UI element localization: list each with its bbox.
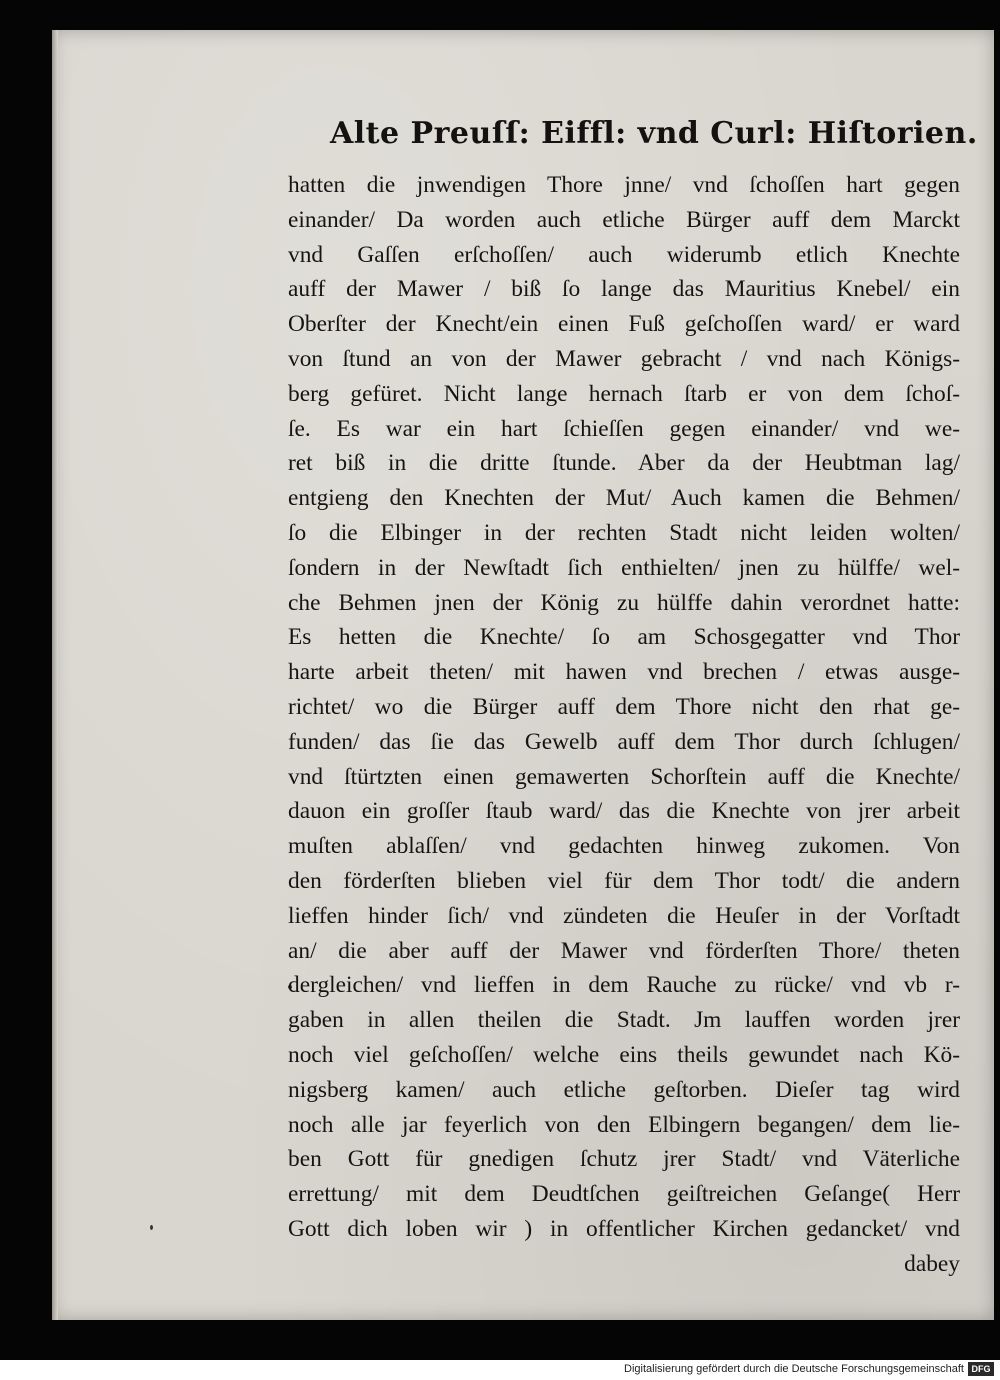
running-head: Alte Preuſſ: Eiffl: vnd Curl: Hiſtorien. xyxy=(330,116,978,151)
text-line: dergleichen/ vnd lieffen in dem Rauche zu rücke/ vnd vb r- xyxy=(288,972,960,999)
text-line: errettung/ mit dem Deudtſchen geiſtreichen Geſange( Herr xyxy=(288,1181,960,1208)
footer-bar xyxy=(0,1360,1000,1380)
text-line: auff der Mawer / biß ſo lange das Mauritius Knebel/ ein xyxy=(288,276,960,303)
text-line: hatten die jnwendigen Thore jnne/ vnd ſchoſſen hart gegen xyxy=(288,172,960,198)
catchword: dabey xyxy=(904,1250,960,1277)
page-gutter-shadow xyxy=(52,30,58,1320)
text-line: von ſtund an von der Mawer gebracht / vnd nach Königs- xyxy=(288,345,960,372)
text-line: muſten ablaſſen/ vnd gedachten hinweg zukomen. Von xyxy=(288,833,960,860)
funding-credit: Digitalisierung gefördert durch die Deutsche Forschungsgemeinschaft xyxy=(624,1363,964,1375)
text-line: berg gefüret. Nicht lange hernach ſtarb er von dem ſchoſ- xyxy=(288,380,960,407)
text-line: noch viel geſchoſſen/ welche eins theils gewundet nach Kö- xyxy=(288,1041,960,1068)
text-line: ſe. Es war ein hart ſchieſſen gegen einander/ vnd we- xyxy=(288,415,960,442)
text-line: lieffen hinder ſich/ vnd zündeten die Heuſer in der Vorſtadt xyxy=(288,902,960,929)
text-line: einander/ Da worden auch etliche Bürger auff dem Marckt xyxy=(288,206,960,233)
text-line: vnd ſtürtzten einen gemawerten Schorſtein auff die Knechte/ xyxy=(288,763,960,790)
text-line: den förderſten blieben viel für dem Thor todt/ die andern xyxy=(288,867,960,894)
text-line: dauon ein groſſer ſtaub ward/ das die Knechte von jrer arbeit xyxy=(288,798,960,825)
text-line: ret biß in die dritte ſtunde. Aber da der Heubtman lag/ xyxy=(288,450,960,477)
text-line: ben Gott für gnedigen ſchutz jrer Stadt/ vnd Väterliche xyxy=(288,1146,960,1173)
paper-speck xyxy=(150,1225,153,1230)
text-line: vnd Gaſſen erſchoſſen/ auch widerumb etlich Knechte xyxy=(288,241,960,268)
text-line: entgieng den Knechten der Mut/ Auch kamen die Behmen/ xyxy=(288,485,960,512)
text-line: che Behmen jnen der König zu hülffe dahin verordnet hatte: xyxy=(288,589,960,616)
text-line: ſo die Elbinger in der rechten Stadt nicht leiden wolten/ xyxy=(288,519,960,546)
body-text xyxy=(288,168,960,1282)
text-line: richtet/ wo die Bürger auff dem Thore nicht den rhat ge- xyxy=(288,693,960,720)
text-line: gaben in allen theilen die Stadt. Jm lauffen worden jrer xyxy=(288,1007,960,1034)
text-line: an/ die aber auff der Mawer vnd förderſten Thore/ theten xyxy=(288,937,960,964)
text-line: noch alle jar feyerlich von den Elbingern begangen/ dem lie- xyxy=(288,1111,960,1138)
text-line: Gott dich loben wir ) in offentlicher Kirchen gedancket/ vnd xyxy=(288,1215,960,1242)
dfg-logo: DFG xyxy=(968,1362,994,1376)
text-line: Oberſter der Knecht/ein einen Fuß geſchoſſen ward/ er ward xyxy=(288,311,960,338)
text-line: funden/ das ſie das Gewelb auff dem Thor durch ſchlugen/ xyxy=(288,728,960,755)
text-line: nigsberg kamen/ auch etliche geſtorben. Dieſer tag wird xyxy=(288,1076,960,1103)
text-line: Es hetten die Knechte/ ſo am Schosgegatter vnd Thor xyxy=(288,624,960,651)
text-line: ſondern in der Newſtadt ſich enthielten/ jnen zu hülffe/ wel- xyxy=(288,554,960,581)
text-line: harte arbeit theten/ mit hawen vnd brechen / etwas ausge- xyxy=(288,659,960,686)
